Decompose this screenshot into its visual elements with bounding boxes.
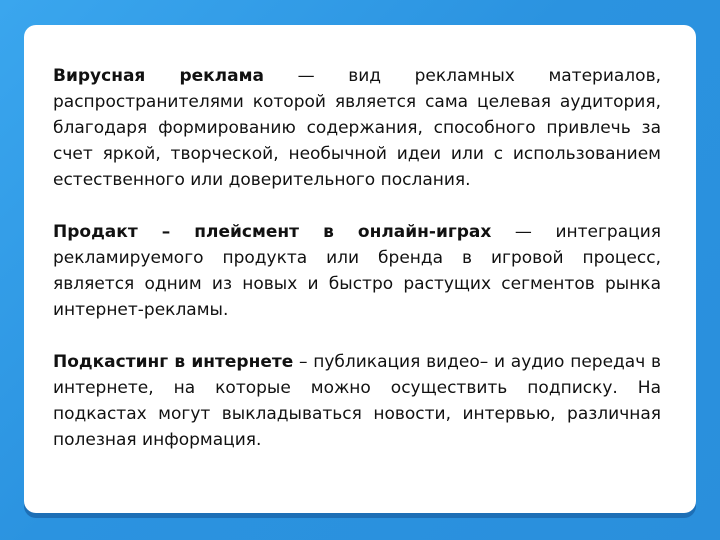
term-podcasting: Подкастинг в интернете <box>53 352 294 372</box>
term-product-placement: Продакт – плейсмент в онлайн-играх <box>53 222 492 242</box>
definition-product-placement: — интеграция рекламируемого продукта или бренда в игровой процесс, является одним из новых и быстро растущих сегментов рынка интернет-рекламы. <box>53 222 661 320</box>
paragraph-product-placement <box>53 219 661 323</box>
paragraph-viral-ads <box>53 63 661 193</box>
paragraph-podcasting <box>53 349 661 453</box>
definition-podcasting: – публикация видео– и аудио передач в интернете, на которые можно осуществить подписку. На подкастах могут выкладываться новости, интервью, различная полезная информация. <box>53 352 661 450</box>
term-viral-ads: Вирусная реклама <box>53 66 264 86</box>
slide-content <box>53 63 661 453</box>
definition-viral-ads: — вид рекламных материалов, распространителями которой является сама целевая аудитория, благодаря формированию содержания, способного привлечь за счет яркой, творческой, необычной идеи или с использованием естественного или доверительного послания. <box>53 66 661 190</box>
